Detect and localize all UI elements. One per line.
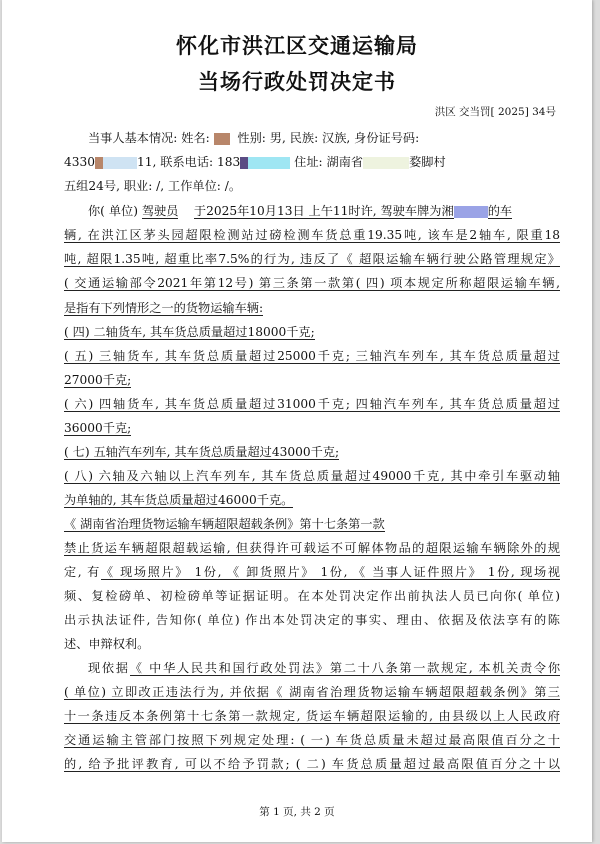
party-label: 当事人基本情况: 姓名: <box>88 131 214 145</box>
evidence-line: 出示执法证件, 告知你( 单位) 作出本处罚决定的事实、理由、依据及依法享有的陈 <box>64 613 560 627</box>
facts-vehicle: 的车 <box>487 204 513 218</box>
redaction-mark <box>95 157 103 169</box>
page-number: 第 1 页, 共 2 页 <box>259 806 335 818</box>
address-label: 住址: 湖南省 <box>294 155 364 169</box>
rule-item-8-cont: 为单轴的, 其车货总质量超过46000千克。 <box>64 493 294 507</box>
rule-item-8: ( 八) 六轴及六轴以上汽车列车, 其车货总质量超过49000千克, 其中牵引车驱动轴 <box>64 469 560 483</box>
rule-item-7: ( 七) 五轴汽车列车, 其车货总质量超过43000千克; <box>64 445 340 459</box>
document-title: 当场行政处罚决定书 <box>198 69 396 94</box>
redaction-mark <box>103 157 137 169</box>
facts-line <box>64 203 560 219</box>
facts-time-plate: 于2025年10月13日 上午11时许, 驾驶车牌为湘 <box>193 204 454 218</box>
facts-line: 吨, 超限1.35吨, 超重比率7.5%的行为, 违反了《 超限运输车辆行驶公路管理规定》 <box>64 252 560 266</box>
address-village: 婺脚村 <box>409 155 446 169</box>
party-gender-id: 性别: 男, 民族: 汉族, 身份证号码: <box>237 131 420 145</box>
decision-line: 的, 给予批评教育, 可以不给予罚款; ( 二) 车货总质量超过最高限值百分之十以 <box>64 757 560 771</box>
facts-line: ( 交通运输部令2021年第12号) 第三条第一款第( 四) 项本规定所称超限运输车辆, <box>64 276 560 290</box>
redaction-mark <box>214 133 230 145</box>
facts-subject: 你( 单位) <box>88 204 142 218</box>
redaction-mark <box>363 157 409 169</box>
rule-item-6-cont: 36000千克; <box>64 421 132 435</box>
decision-line: 十一条违反本条例第十七条第一款规定, 货运车辆超限运输的, 由县级以上人民政府 <box>64 709 560 723</box>
party-line-3: 五组24号, 职业: /, 工作单位: /。 <box>64 179 242 193</box>
redaction-mark <box>454 206 488 218</box>
facts-driver: 驾驶员 <box>141 204 179 218</box>
rule-item-5: ( 五) 三轴货车, 其车货总质量超过25000千克; 三轴汽车列车, 其车货总质量超过 <box>64 349 560 363</box>
evidence-line: 频、复检磅单、初检磅单等证据证明。在本处罚决定作出前执法人员已向你( 单位) <box>64 589 560 603</box>
facts-line: 辆, 在洪江区茅头园超限检测站过磅检测车货总重19.35吨, 该车是2轴车, 限重18 <box>64 228 560 242</box>
phone-label: 11, 联系电话: 183 <box>137 155 241 169</box>
rule-item-6: ( 六) 四轴货车, 其车货总质量超过31000千克; 四轴汽车列车, 其车货总质量超过 <box>64 397 560 411</box>
rule-item-4: ( 四) 二轴货车, 其车货总质量超过18000千克; <box>64 325 315 339</box>
decision-line: 交通运输主管部门按照下列规定处理: ( 一) 车货总质量未超过最高限值百分之十 <box>64 733 560 747</box>
document-number: 洪区 交当罚[ 2025] 34号 <box>434 106 556 118</box>
evidence-line: 定, 有《 现场照片》 1份, 《 卸货照片》 1份, 《 当事人证件照片》 1份, 现场视 <box>64 565 560 579</box>
regulation-title: 《 湖南省治理货物运输车辆超限超载条例》第十七条第一款 <box>64 517 385 531</box>
agency-title: 怀化市洪江区交通运输局 <box>176 33 418 58</box>
evidence-list: 《 现场照片》 1份, 《 卸货照片》 1份, 《 当事人证件照片》 1份, 现场视 <box>100 565 560 579</box>
regulation-text: 禁止货运车辆超限超载运输, 但获得许可载运不可解体物品的超限运输车辆除外的规 <box>64 541 560 555</box>
document-page <box>2 0 592 842</box>
redaction-mark <box>248 157 290 169</box>
decision-line: ( 单位) 立即改正违法行为, 并依据《 湖南省治理货物运输车辆超限超载条例》第三 <box>64 685 560 699</box>
decision-basis: 《 中华人民共和国行政处罚法》第二十八条第一款规定, 本机关责令你 <box>129 661 561 675</box>
party-line-1 <box>64 130 560 146</box>
rule-item-5-cont: 27000千克; <box>64 373 132 387</box>
evidence-line: 述、申辩权利。 <box>64 637 150 651</box>
redaction-mark <box>240 157 248 169</box>
id-number-prefix: 4330 <box>64 155 96 169</box>
facts-line: 是指有下列情形之一的货物运输车辆: <box>64 301 264 315</box>
decision-line: 现依据《 中华人民共和国行政处罚法》第二十八条第一款规定, 本机关责令你 <box>88 661 561 675</box>
party-line-2 <box>64 154 560 170</box>
